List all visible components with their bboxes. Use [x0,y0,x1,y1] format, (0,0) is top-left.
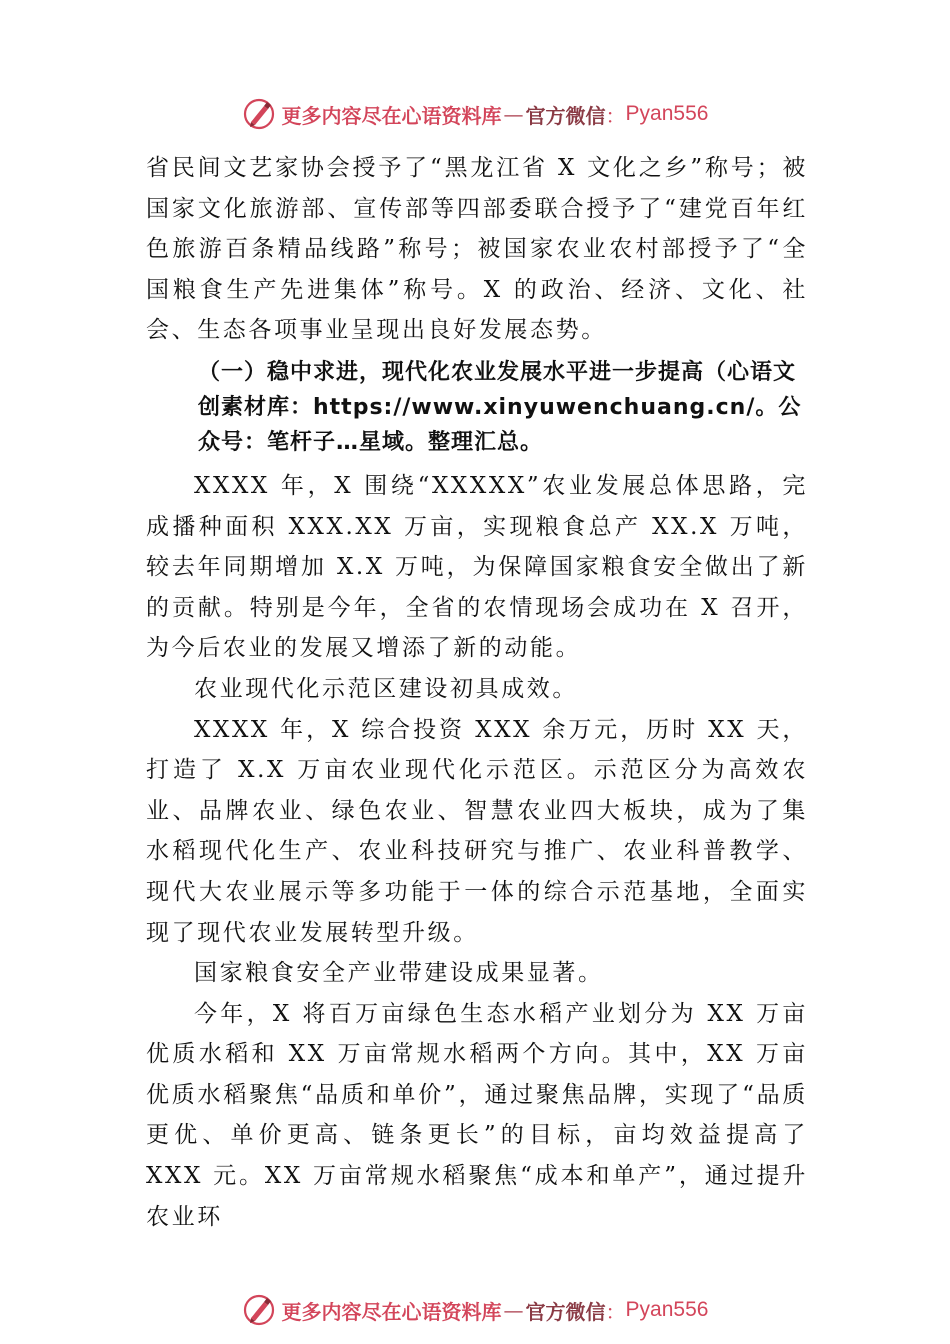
banner-separator: — [503,1298,524,1322]
pen-in-circle-icon [242,97,276,131]
subheading-demo-zone: 农业现代化示范区建设初具成效。 [194,675,578,702]
banner-colon: ： [605,103,626,128]
paragraph-agriculture-overview: XXXX 年，X 围绕“XXXXX”农业发展总体思路，完成播种面积 XXX.XX 万亩，实现粮食总产 XX.X 万吨，较去年同期增加 X.X 万吨，为保障国家粮食安全做出了新的贡献。特别是今年，全省的农情现场会成功在 X 召开，为今后农业的发展又增添了新的动能。 [146,472,808,662]
banner-official-label: 官方微信 [525,103,606,128]
banner-wechat-id: Pyan556 [625,1298,709,1321]
header-watermark-banner [0,94,950,134]
banner-main-text: 更多内容尽在心语资料库 [281,1299,502,1324]
paragraph-honors: 省民间文艺家协会授予了“黑龙江省 X 文化之乡”称号；被国家文化旅游部、宣传部等四部委联合授予了“建党百年红色旅游百条精品线路”称号；被国家农业农村部授予了“全国粮食生产先进集体”称号。X 的政治、经济、文化、社会、生态各项事业呈现出良好发展态势。 [146,155,808,344]
banner-main-text: 更多内容尽在心语资料库 [281,103,502,128]
banner-wechat-id: Pyan556 [625,102,709,125]
banner-colon: ： [605,1299,626,1324]
document-body [146,148,808,1237]
subheading-food-security: 国家粮食安全产业带建设成果显著。 [194,960,604,987]
pen-in-circle-icon [242,1293,276,1327]
footer-watermark-banner [0,1290,950,1330]
banner-official-label: 官方微信 [525,1299,606,1324]
banner-separator: — [503,102,524,126]
paragraph-demo-zone: XXXX 年，X 综合投资 XXX 余万元，历时 XX 天，打造了 X.X 万亩农业现代化示范区。示范区分为高效农业、品牌农业、绿色农业、智慧农业四大板块，成为了集水稻现代化生产、农业科技研究与推广、农业科普教学、现代大农业展示等多功能于一体的综合示范基地，全面实现了现代农业发展转型升级。 [146,716,808,946]
section-heading-1: （一）稳中求进，现代化农业发展水平进一步提高（心语文创素材库：https://www.xinyuwenchuang.cn/。公众号：笔杆子…星域。整理汇总。 [198,359,802,455]
paragraph-rice-industry: 今年，X 将百万亩绿色生态水稻产业划分为 XX 万亩优质水稻和 XX 万亩常规水稻两个方向。其中，XX 万亩优质水稻聚焦“品质和单价”，通过聚焦品牌，实现了“品质更优、单价更高、链条更长”的目标，亩均效益提高了 XXX 元。XX 万亩常规水稻聚焦“成本和单产”，通过提升农业环 [146,1000,808,1230]
